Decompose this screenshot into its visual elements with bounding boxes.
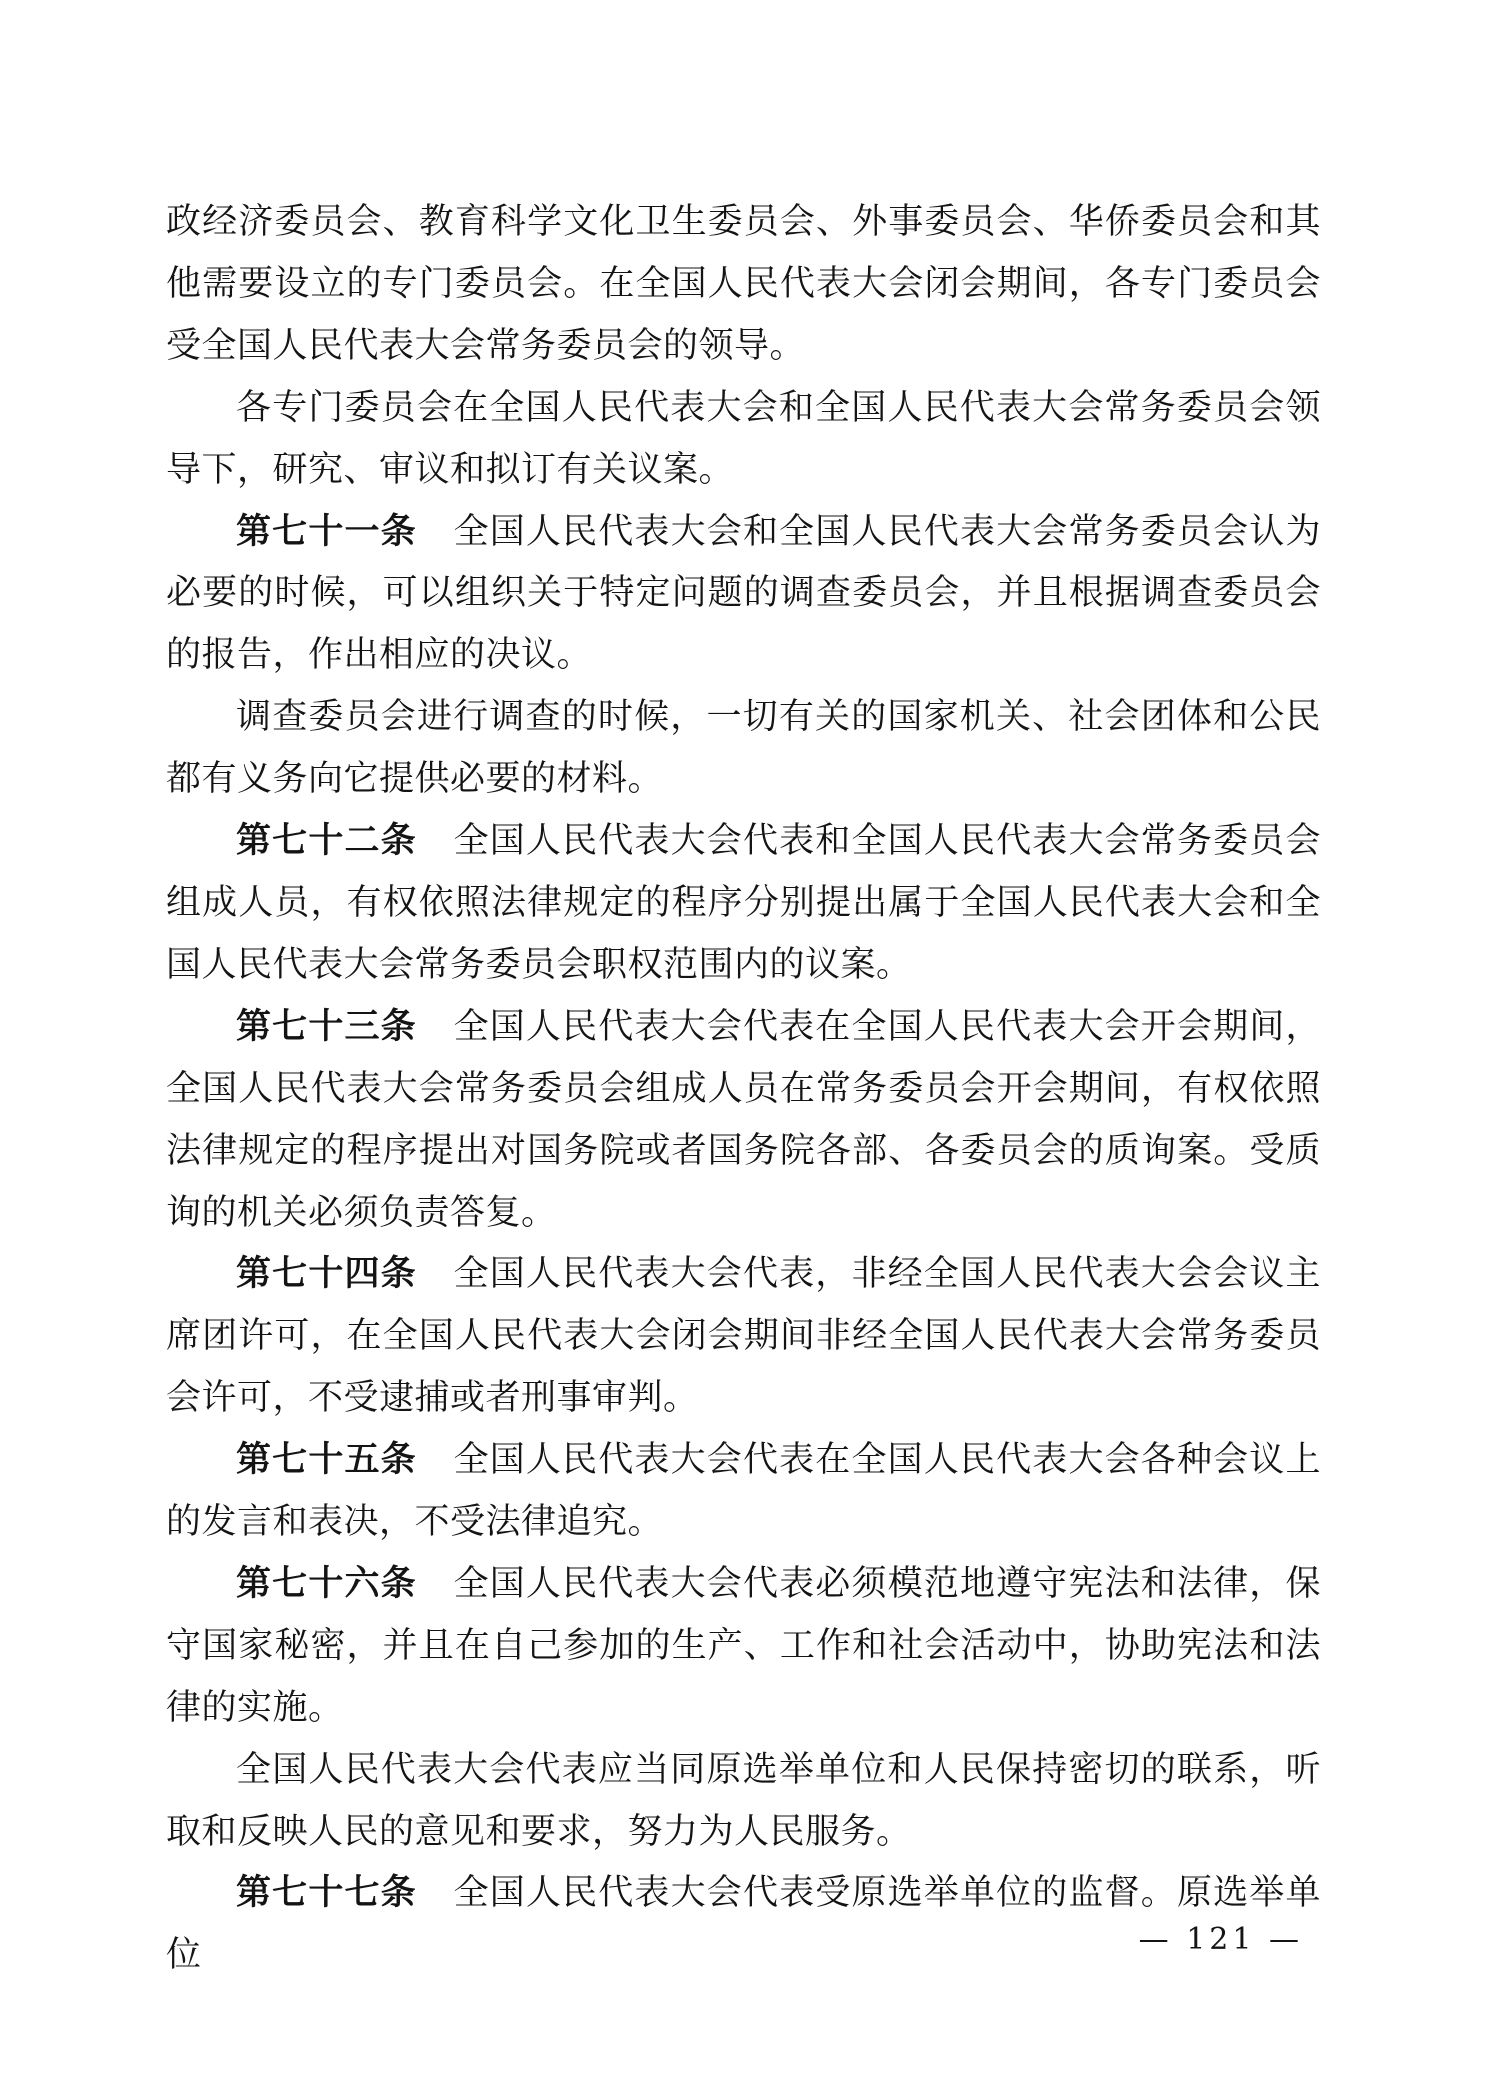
paragraph-text: 全国人民代表大会代表和全国人民代表大会常务委员会组成人员，有权依照法律规定的程序分别提出属于全国人民代表大会和全国人民代表大会常务委员会职权范围内的议案。 (166, 821, 1321, 985)
paragraph-text: 政经济委员会、教育科学文化卫生委员会、外事委员会、华侨委员会和其他需要设立的专门委员会。在全国人民代表大会闭会期间，各专门委员会受全国人民代表大会常务委员会的领导。 (166, 202, 1321, 366)
paragraph (166, 997, 1321, 1245)
article-number: 第七十五条 (236, 1440, 417, 1481)
paragraph (166, 378, 1321, 502)
paragraph-text: 全国人民代表大会代表在全国人民代表大会各种会议上的发言和表决，不受法律追究。 (166, 1440, 1321, 1543)
paragraph-text: 全国人民代表大会代表应当同原选举单位和人民保持密切的联系，听取和反映人民的意见和要求，努力为人民服务。 (166, 1749, 1321, 1852)
paragraph (166, 1740, 1321, 1864)
article-number: 第七十一条 (236, 511, 417, 552)
paragraph (166, 687, 1321, 811)
paragraph (166, 502, 1321, 688)
paragraph-text: 各专门委员会在全国人民代表大会和全国人民代表大会常务委员会领导下，研究、审议和拟订有关议案。 (166, 387, 1321, 490)
document-body (166, 192, 1321, 1987)
article-number: 第七十二条 (236, 821, 417, 862)
paragraph-text: 全国人民代表大会和全国人民代表大会常务委员会认为必要的时候，可以组织关于特定问题的调查委员会，并且根据调查委员会的报告，作出相应的决议。 (166, 511, 1321, 676)
article-number: 第七十六条 (236, 1563, 417, 1604)
article-number: 第七十三条 (236, 1006, 417, 1047)
paragraph-text: 全国人民代表大会代表必须模范地遵守宪法和法律，保守国家秘密，并且在自己参加的生产、工作和社会活动中，协助宪法和法律的实施。 (166, 1563, 1321, 1728)
paragraph-text: 全国人民代表大会代表受原选举单位的监督。原选举单位 (166, 1873, 1321, 1976)
paragraph-text: 调查委员会进行调查的时候，一切有关的国家机关、社会团体和公民都有义务向它提供必要的材料。 (166, 697, 1321, 800)
article-number: 第七十七条 (236, 1873, 417, 1914)
paragraph-text: 全国人民代表大会代表，非经全国人民代表大会会议主席团许可，在全国人民代表大会闭会期间非经全国人民代表大会常务委员会许可，不受逮捕或者刑事审判。 (166, 1254, 1321, 1419)
paragraph (166, 192, 1321, 378)
paragraph (166, 811, 1321, 997)
article-number: 第七十四条 (236, 1254, 417, 1295)
paragraph (166, 1244, 1321, 1430)
paragraph (166, 1554, 1321, 1740)
paragraph-text: 全国人民代表大会代表在全国人民代表大会开会期间，全国人民代表大会常务委员会组成人员在常务委员会开会期间，有权依照法律规定的程序提出对国务院或者国务院各部、各委员会的质询案。受质询的机关必须负责答复。 (166, 1006, 1321, 1233)
paragraph (166, 1430, 1321, 1554)
page-number: — 121 — (1138, 1922, 1303, 1957)
